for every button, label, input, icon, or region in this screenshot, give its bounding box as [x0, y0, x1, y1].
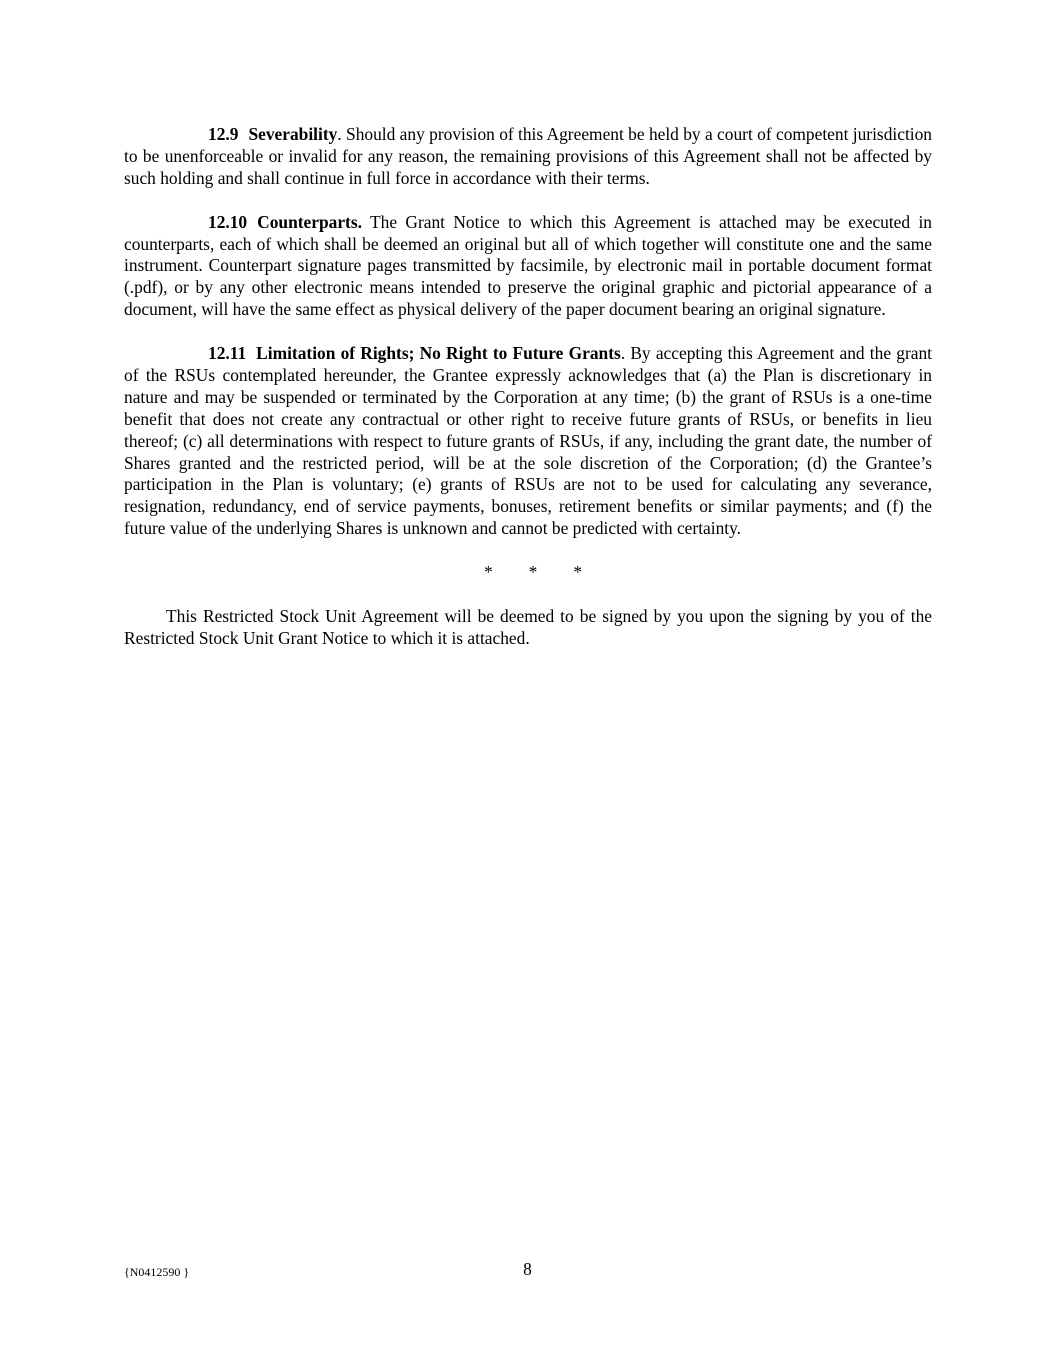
separator-star: * — [483, 562, 493, 583]
section-text: Should any provision of this Agreement be held by a court of competent jurisdiction to be unenforceable or invalid for any reason, the remaining provisions of this Agreement shall not be affected by such holding and shall continue in full force in accordance with their terms. — [124, 124, 932, 188]
section-heading: Severability — [248, 124, 338, 144]
section-heading-punct: . — [620, 343, 626, 364]
section-12-11 — [124, 343, 932, 540]
section-heading: Limitation of Rights; No Right to Future Grants — [256, 343, 621, 364]
footer-page-number: 8 — [523, 1259, 532, 1279]
section-heading-punct: . — [337, 124, 342, 144]
footer-document-id: {N0412590 } — [124, 1265, 190, 1279]
section-number: 12.10 — [208, 211, 248, 232]
section-number: 12.11 — [208, 343, 247, 364]
section-text: By accepting this Agreement and the grant of the RSUs contemplated hereunder, the Grantee expressly acknowledges that (a) the Plan is discretionary in nature and may be suspended or terminated by the Corporation at any time; (b) the grant of RSUs is a one-time benefit that does not create any contractual or other right to receive future grants of RSUs, or benefits in lieu thereof; (c) all determinations with respect to future grants of RSUs, if any, including the grant date, the number of Shares granted and the restricted period, will be at the sole discretion of the Corporation; (d) the Grantee’s participation in the Plan is voluntary; (e) grants of RSUs are not to be used for calculating any severance, resignation, redundancy, end of service payments, bonuses, retirement benefits or similar payments; and (f) the future value of the underlying Shares is unknown and cannot be predicted with certainty. — [124, 343, 932, 539]
separator-star: * — [528, 562, 538, 583]
section-separator — [124, 562, 932, 584]
separator-star: * — [573, 562, 583, 583]
section-12-10 — [124, 212, 932, 322]
section-heading: Counterparts. — [257, 211, 362, 232]
closing-paragraph: This Restricted Stock Unit Agreement will be deemed to be signed by you upon the signing by you of the Restricted Stock Unit Grant Notice to which it is attached. — [124, 605, 932, 648]
document-body — [124, 124, 932, 650]
section-12-9 — [124, 124, 932, 190]
section-text: The Grant Notice to which this Agreement is attached may be executed in counterparts, each of which shall be deemed an original but all of which together will constitute one and the same instrument. Counterpart signature pages transmitted by facsimile, by electronic mail in portable document format (.pdf), or by any other electronic means intended to preserve the original graphic and pictorial appearance of a document, will have the same effect as physical delivery of the paper document bearing an original signature. — [124, 211, 932, 320]
section-number: 12.9 — [208, 124, 239, 144]
